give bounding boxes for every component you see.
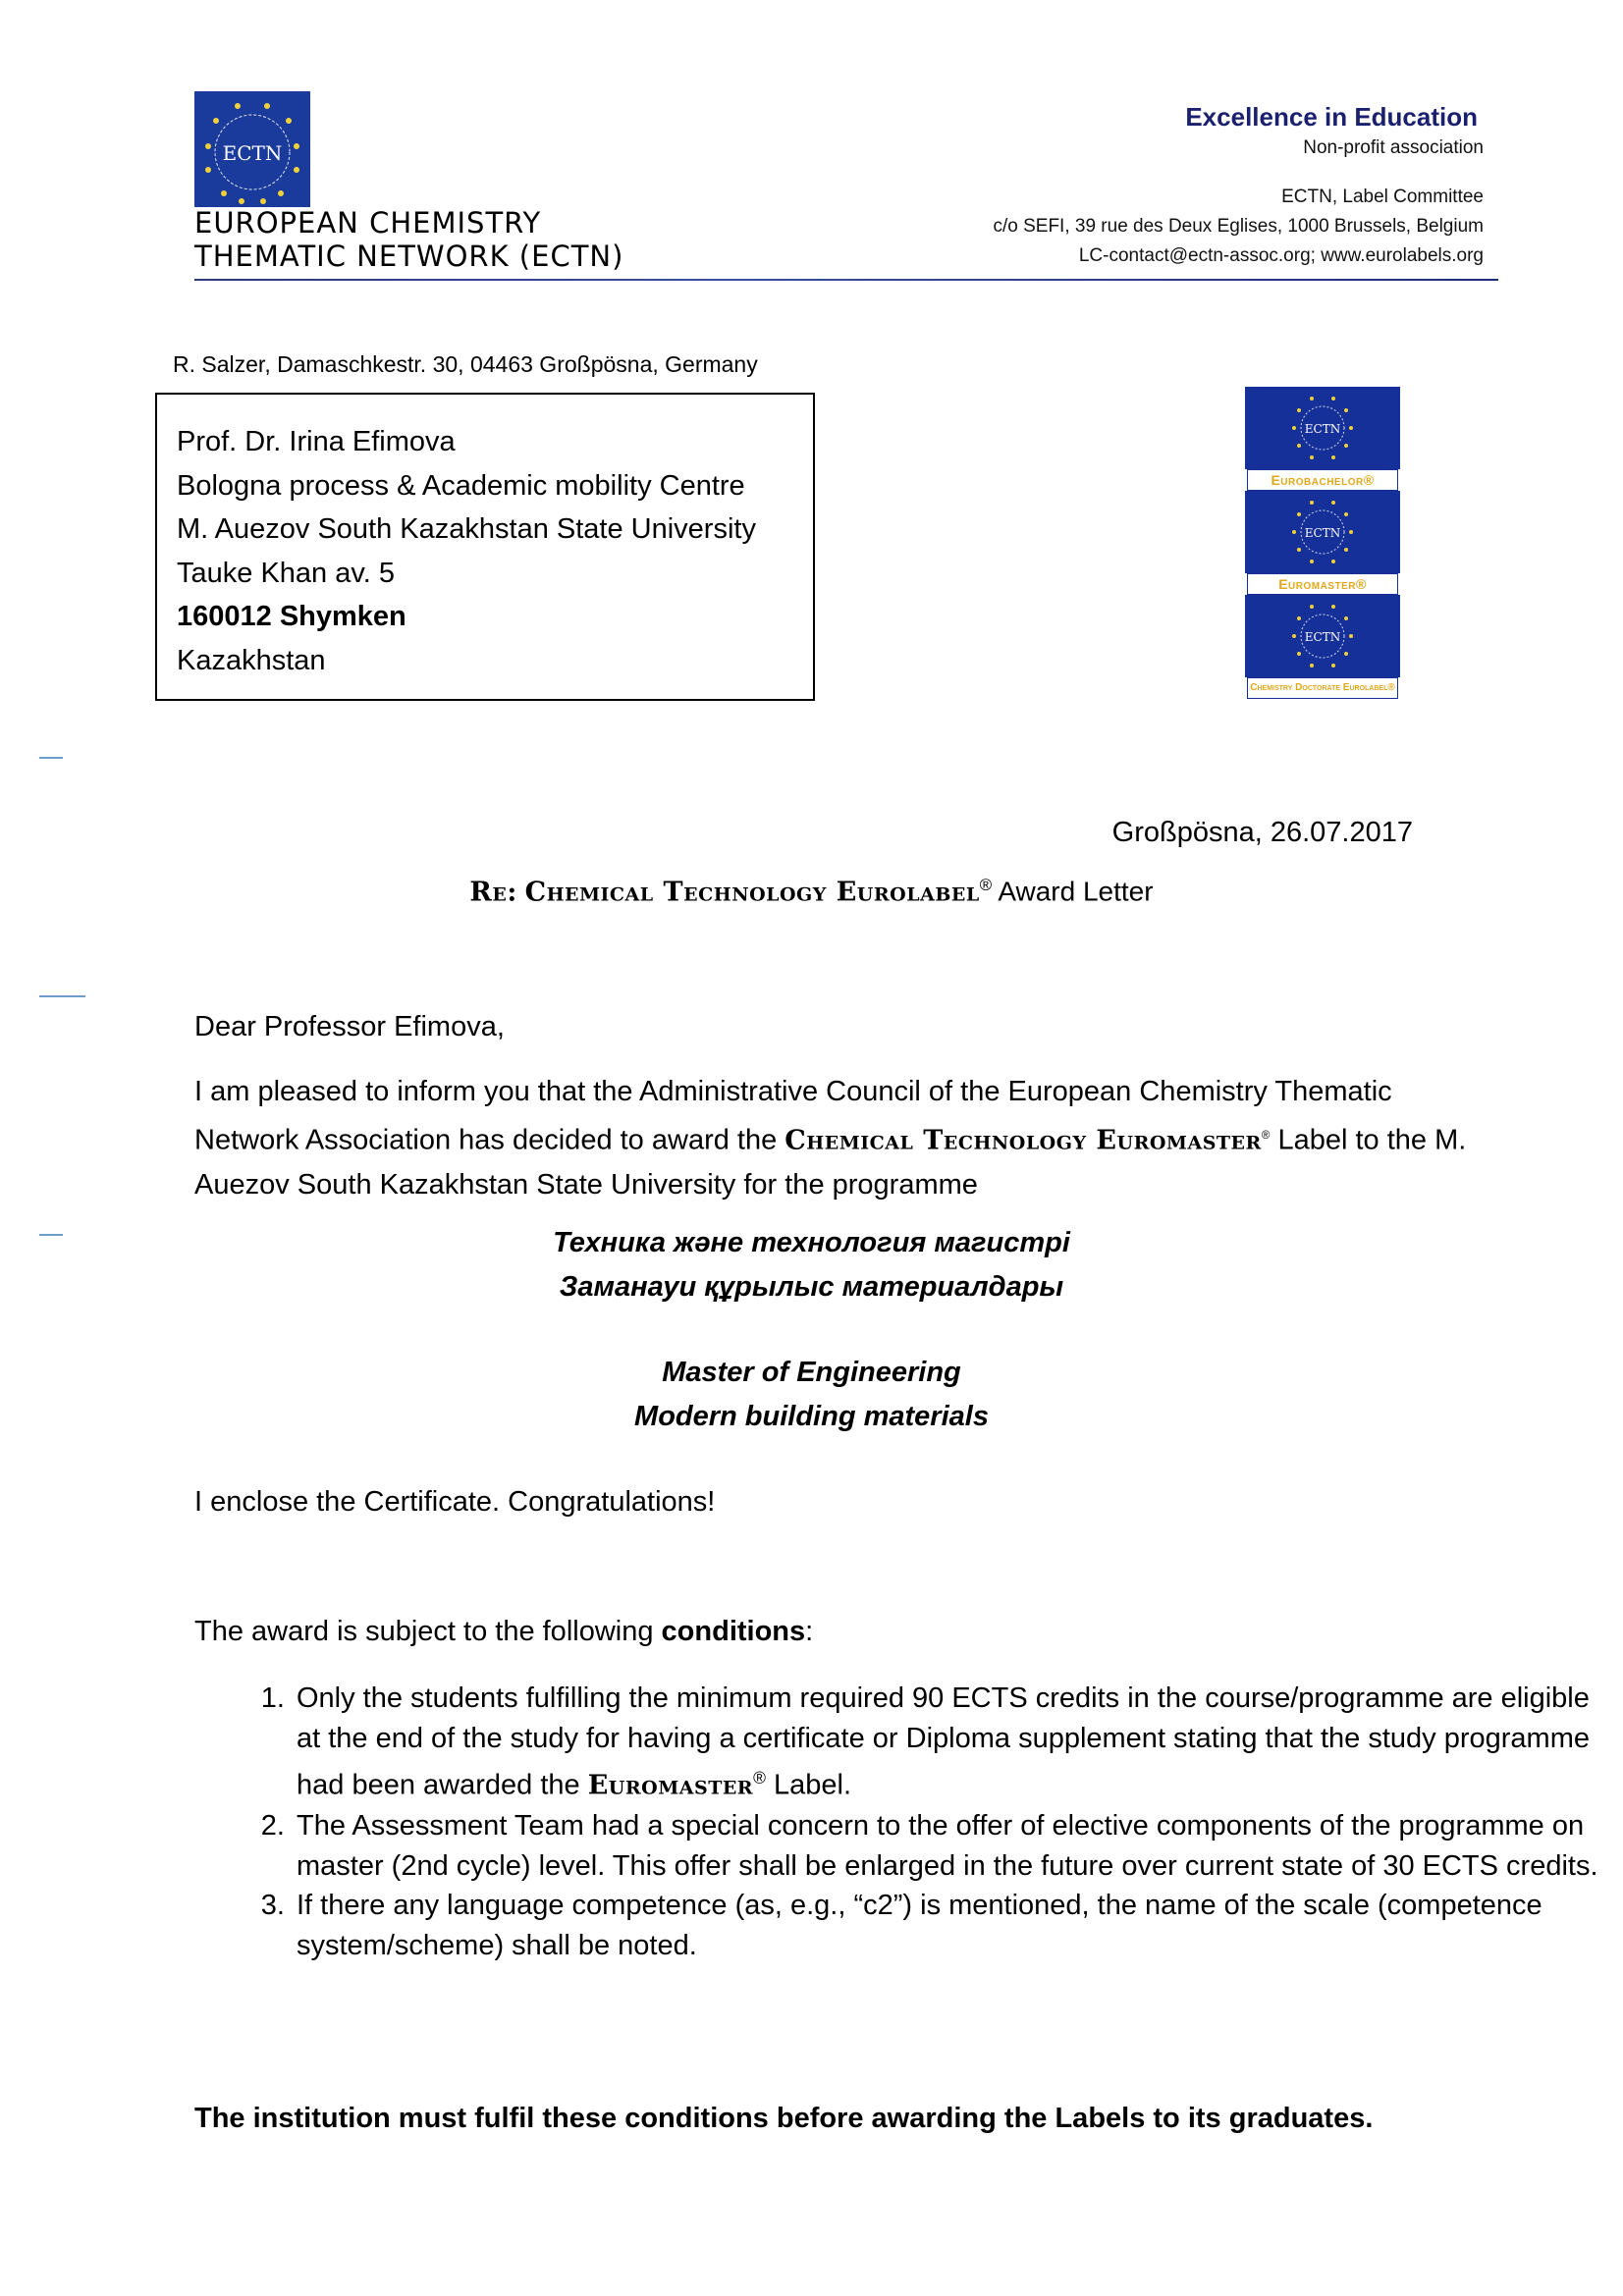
subject-line: [0, 876, 1623, 907]
registered-mark: ®: [979, 876, 993, 894]
programme-en-title: Modern building materials: [634, 1400, 989, 1432]
ectn-logo-icon: [194, 91, 310, 207]
condition-text: If there any language competence (as, e.g., “c2”) is mentioned, the name of the scale (competence system/scheme) shall be noted.: [297, 1890, 1542, 1961]
programme-kazakh: [0, 1221, 1623, 1308]
label-badges: [1245, 387, 1400, 701]
recipient-department: Bologna process & Academic mobility Centre: [177, 469, 745, 502]
contact-line[interactable]: LC-contact@ectn-assoc.org; www.eurolabels.org: [1078, 245, 1484, 266]
condition-label: Euromaster: [587, 1770, 754, 1801]
recipient-institution: M. Auezov South Kazakhstan State University: [177, 513, 756, 545]
intro-paragraph: [194, 1070, 1500, 1206]
conditions-word: conditions: [661, 1616, 806, 1647]
svg-text:ECTN: ECTN: [1304, 526, 1341, 540]
sender-line: R. Salzer, Damaschkestr. 30, 04463 Großpösna, Germany: [173, 351, 758, 377]
programme-kz-degree: Техника және технология магистрі: [553, 1227, 1070, 1258]
header-divider: [194, 279, 1498, 281]
svg-text:ECTN: ECTN: [222, 141, 283, 165]
condition-text: The Assessment Team had a special concern to the offer of elective components of the programme on master (2nd cycle) level. This offer shall be enlarged in the future over current state of 30 ECTS credits.: [297, 1810, 1598, 1882]
badge-label: Euromaster®: [1247, 573, 1398, 595]
committee: ECTN, Label Committee: [1281, 187, 1484, 207]
org-name: [194, 206, 623, 273]
recipient-name: Prof. Dr. Irina Efimova: [177, 426, 456, 457]
programme-en-degree: Master of Engineering: [662, 1357, 961, 1388]
fold-mark: [39, 995, 85, 997]
conditions-list: [194, 1679, 1598, 1965]
condition-text: Only the students fulfilling the minimum required 90 ECTS credits in the course/programme are eligible at the end of the study for having a certificate or Diploma supplement stating that the study programme had been awarded the: [297, 1682, 1590, 1801]
badge-flag-icon: [1245, 491, 1400, 573]
condition-item: [293, 1679, 1598, 1806]
conditions-intro: [194, 1610, 1500, 1654]
badge-label: Chemistry Doctorate Eurolabel®: [1247, 677, 1398, 699]
salutation: Dear Professor Efimova,: [194, 1011, 505, 1042]
enclosure-note: I enclose the Certificate. Congratulations!: [194, 1486, 716, 1518]
letterhead-contact: [993, 100, 1484, 271]
programme-english: [0, 1351, 1623, 1438]
intro-text-1: I am pleased to inform you that the Administrative Council of the European Chemistry Thematic Network Association has decided to award the: [194, 1076, 1392, 1156]
svg-text:ECTN: ECTN: [1304, 422, 1341, 436]
badge-eurobachelor: [1245, 387, 1400, 491]
badge-label: Eurobachelor®: [1247, 469, 1398, 491]
condition-item: [293, 1886, 1598, 1965]
recipient-street: Tauke Khan av. 5: [177, 557, 395, 589]
svg-text:ECTN: ECTN: [1304, 630, 1341, 644]
programme-kz-title: Заманауи құрылыс материалдары: [559, 1270, 1064, 1303]
org-name-line2: THEMATIC NETWORK (ECTN): [194, 240, 624, 273]
badge-euromaster: [1245, 491, 1400, 595]
registered-mark: ®: [753, 1768, 766, 1788]
recipient-address: [177, 420, 756, 682]
subject-suffix: Award Letter: [998, 876, 1154, 907]
badge-doctorate: [1245, 595, 1400, 699]
conditions-intro-text: The award is subject to the following: [194, 1616, 654, 1647]
place-date: Großpösna, 26.07.2017: [1111, 817, 1413, 848]
intro-label: Chemical Technology Euromaster: [784, 1125, 1262, 1156]
recipient-city: 160012 Shymken: [177, 601, 406, 632]
fold-mark: [39, 757, 63, 759]
condition-tail: Label.: [774, 1769, 852, 1801]
subject-label: Chemical Technology Eurolabel: [524, 877, 980, 908]
badge-flag-icon: [1245, 387, 1400, 469]
recipient-country: Kazakhstan: [177, 644, 326, 676]
intro-text-2: Label to the M. Auezov South Kazakhstan State University for the programme: [194, 1124, 1467, 1201]
org-name-line1: EUROPEAN CHEMISTRY: [194, 206, 542, 240]
subject-prefix: Re:: [469, 877, 517, 908]
condition-item: [293, 1806, 1598, 1886]
final-statement: The institution must fulfil these conditions before awarding the Labels to its graduates.: [194, 2103, 1374, 2134]
postal-address: c/o SEFI, 39 rue des Deux Eglises, 1000 Brussels, Belgium: [993, 216, 1484, 237]
tagline: Excellence in Education: [1185, 102, 1478, 132]
ectn-logo: [194, 91, 310, 207]
conditions-colon: :: [805, 1616, 814, 1647]
badge-flag-icon: [1245, 595, 1400, 677]
registered-mark: ®: [1261, 1128, 1271, 1142]
org-type: Non-profit association: [1303, 137, 1484, 158]
